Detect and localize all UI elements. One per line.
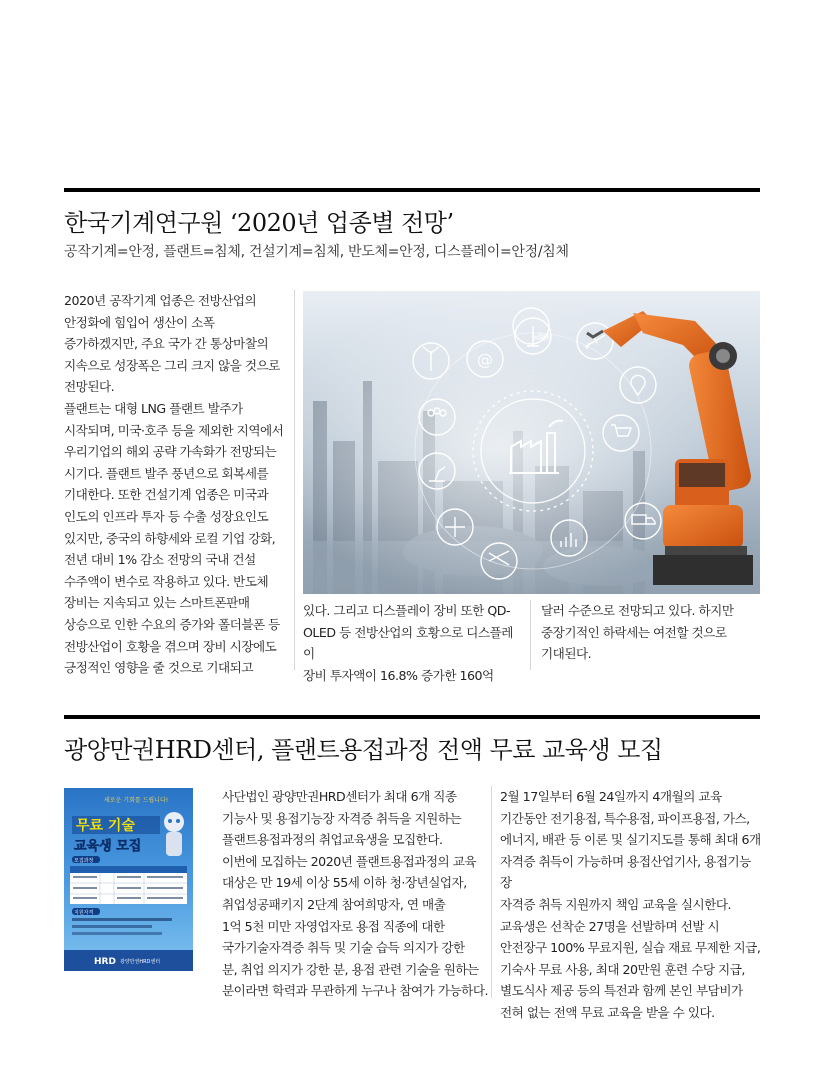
text-line: 사단법인 광양만권HRD센터가 최대 6개 직종 [222, 789, 457, 804]
text-line: 수주액이 변수로 작용하고 있다. 반도체 [64, 573, 269, 589]
text-line: 기간동안 전기용접, 특수용접, 파이프용접, 가스, [500, 810, 750, 826]
text-line: 전방산업이 호황을 겪으며 장비 시장에도 [64, 638, 277, 654]
text-line: 분, 취업 의지가 강한 분, 용접 관련 기술을 원하는 [222, 961, 479, 977]
text-line: 전망된다. [64, 379, 115, 395]
text-line: 시작되며, 미국·호주 등을 제외한 지역에서 [64, 422, 284, 438]
svg-text:@: @ [477, 350, 493, 369]
poster-headline-2: 교육생 모집 [74, 839, 142, 854]
text-line: 우리기업의 해외 공략 가속화가 전망되는 [64, 444, 277, 460]
text-line: 안전장구 100% 무료지원, 실습 재료 무제한 지급, [500, 940, 761, 956]
recruitment-poster [64, 788, 193, 971]
text-line: 대상은 만 19세 이상 55세 이하 청·장년실업자, [222, 875, 467, 891]
text-line: 이번에 모집하는 2020년 플랜트용접과정의 교육 [222, 853, 477, 869]
text-line: 자격증 취득이 가능하며 용접산업기사, 용접기능장 [500, 853, 751, 891]
text-line: 기능사 및 용접기능장 자격증 취득을 지원하는 [222, 810, 462, 826]
article1-col1 [64, 290, 288, 679]
text-line: 있지만, 중국의 하향세와 로컬 기업 강화, [64, 530, 276, 546]
poster-section-2: 지원자격 [74, 910, 94, 916]
text-line: 2020년 공작기계 업종은 전방산업의 [64, 293, 257, 308]
column-divider [530, 600, 531, 670]
article2-col1 [222, 786, 490, 1002]
text-line: 장비 투자액이 16.8% 증가한 160억 [303, 667, 494, 683]
text-line: 분이라면 학력과 무관하게 누구나 참여가 가능하다. [222, 983, 488, 999]
top-rule [64, 188, 760, 192]
text-line: 1억 5천 미만 자영업자로 용접 직종에 대한 [222, 918, 445, 934]
text-line: 긍정적인 영향을 줄 것으로 기대되고 [64, 660, 253, 676]
text-line: 상승으로 인한 수요의 증가와 폴더블폰 등 [64, 616, 280, 632]
text-line: 중장기적인 하락세는 여전할 것으로 [541, 624, 727, 640]
text-line: 장비는 지속되고 있는 스마트폰판매 [64, 595, 250, 611]
text-line: 인도의 인프라 투자 등 수출 성장요인도 [64, 508, 269, 524]
poster-footer-logo: HRD [94, 957, 116, 967]
article2-title: 광양만권HRD센터, 플랜트용접과정 전액 무료 교육생 모집 [64, 736, 663, 764]
text-line: 국가기술자격증 취득 및 기술 습득 의지가 강한 [222, 940, 465, 956]
poster-footer-text: 광양만권HRD센터 [120, 959, 161, 965]
text-line: 별도식사 제공 등의 특전과 함께 본인 부담비가 [500, 983, 743, 999]
text-line: 지속으로 성장폭은 그리 크지 않을 것으로 [64, 357, 280, 373]
text-line: 전년 대비 1% 감소 전망의 국내 건설 [64, 552, 256, 568]
industry-robot-photo [303, 291, 760, 594]
column-divider [491, 786, 492, 998]
text-line: 자격증 취득 지원까지 책임 교육을 실시한다. [500, 896, 731, 912]
poster-image [64, 788, 193, 971]
article1-col2 [303, 600, 523, 686]
text-line: 기대한다. 또한 건설기계 업종은 미국과 [64, 487, 269, 503]
text-line: 달러 수준으로 전망되고 있다. 하지만 [541, 603, 734, 618]
text-line: 취업성공패키지 2단계 참여희망자, 연 매출 [222, 896, 446, 912]
robot-mascot [164, 812, 184, 856]
text-line: OLED 등 전방산업의 호황으로 디스플레이 [303, 624, 513, 662]
text-line: 전혀 없는 전액 무료 교육을 받을 수 있다. [500, 1004, 715, 1020]
photo-illustration [303, 291, 760, 594]
section-rule [64, 715, 760, 719]
article1-subtitle: 공작기계=안정, 플랜트=침체, 건설기계=침체, 반도체=안정, 디스플레이=안정/침체 [64, 244, 569, 260]
text-line: 플랜트는 대형 LNG 플랜트 발주가 [64, 400, 243, 416]
column-divider [294, 290, 295, 670]
poster-top-text: 새로운 기회를 드립니다! [104, 797, 169, 804]
text-line: 기숙사 무료 사용, 최대 20만원 훈련 수당 지급, [500, 961, 745, 977]
text-line: 플랜트용접과정의 취업교육생을 모집한다. [222, 832, 443, 848]
article1-title: 한국기계연구원 ‘2020년 업종별 전망’ [64, 209, 454, 237]
article2-col2 [500, 786, 762, 1024]
text-line: 있다. 그리고 디스플레이 장비 또한 QD- [303, 603, 510, 618]
text-line: 안정화에 힘입어 생산이 소폭 [64, 314, 215, 330]
poster-section-1: 모집과정 [74, 858, 94, 864]
text-line: 증가하겠지만, 주요 국가 간 통상마찰의 [64, 336, 269, 352]
text-line: 에너지, 배관 등 이론 및 실기지도를 통해 최대 6개 [500, 832, 761, 848]
poster-headline-1: 무료 기술 [76, 818, 135, 834]
text-line: 2월 17일부터 6월 24일까지 4개월의 교육 [500, 789, 722, 804]
text-line: 시기다. 플랜트 발주 풍년으로 회복세를 [64, 465, 269, 481]
text-line: 교육생은 선착순 27명을 선발하며 선발 시 [500, 918, 720, 934]
text-line: 기대된다. [541, 646, 592, 662]
article1-col3 [541, 600, 761, 665]
